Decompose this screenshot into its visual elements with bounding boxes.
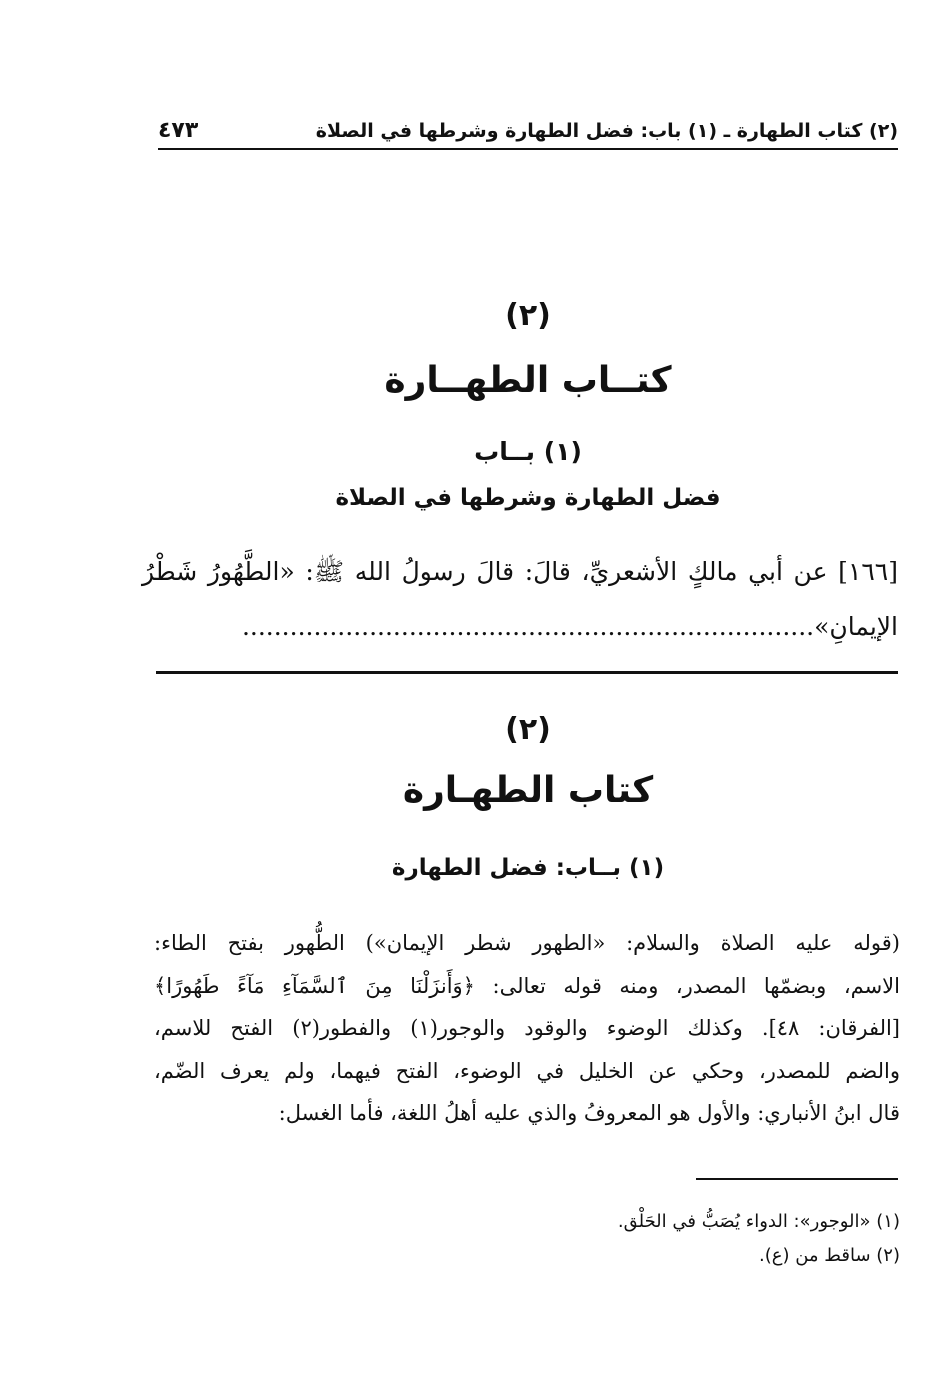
commentary-line: (قوله عليه الصلاة والسلام: «الطهور شطر الإيمان») الطُّهور بفتح الطاء:	[154, 931, 900, 955]
footnote-rule	[696, 1178, 898, 1180]
hadith-ellipsis: ........................................................................	[241, 612, 815, 641]
hadith-text	[142, 544, 898, 654]
text-book-number: (٢)	[505, 298, 551, 333]
commentary-chapter-heading: (١) بــاب: فضل الطهارة	[391, 855, 665, 881]
footnotes	[158, 1205, 900, 1273]
commentary-book-title: كتاب الطهـارة	[402, 770, 654, 811]
commentary-line: [الفرقان: ٤٨]. وكذلك الوضوء والوقود والوجور(١) والفطور(٢) الفتح للاسم،	[154, 1016, 901, 1040]
text-chapter-title: فضل الطهارة وشرطها في الصلاة	[335, 485, 721, 511]
commentary-book-number: (٢)	[505, 712, 551, 747]
text-chapter-line: (١) بــاب	[474, 437, 582, 466]
running-header	[158, 118, 898, 150]
hadith-number: [١٦٦]	[838, 557, 898, 586]
footnote-2: (٢) ساقط من (ع).	[759, 1245, 900, 1266]
running-title: (٢) كتاب الطهارة ـ (١) باب: فضل الطهارة وشرطها في الصلاة	[315, 120, 898, 142]
commentary-line: الاسم، وبضمّها المصدر، ومنه قوله تعالى: ﴿وَأَنزَلْنَا مِنَ ٱلسَّمَآءِ مَآءً طَهُورًا﴾	[154, 973, 900, 998]
commentary-line: والضم للمصدر، وحكي عن الخليل في الوضوء، الفتح فيهما، ولم يعرف الضّم،	[154, 1058, 900, 1083]
text-book-title: كتــاب الطهــارة	[384, 360, 672, 401]
hadith-body: عن أبي مالكٍ الأشعريِّ، قالَ: قالَ رسولُ الله ﷺ: «الطَّهُورُ شَطْرُ الإيمانِ»	[142, 557, 898, 641]
commentary-line: قال ابنُ الأنباري: والأول هو المعروفُ والذي عليه أهلُ اللغة، فأما الغسل:	[278, 1101, 900, 1125]
footnote-1: (١) «الوجور»: الدواء يُصَبُّ في الحَلْق.	[617, 1211, 900, 1232]
section-divider	[156, 671, 898, 674]
page-number: ٤٧٣	[158, 118, 199, 143]
commentary-text	[154, 922, 900, 1135]
